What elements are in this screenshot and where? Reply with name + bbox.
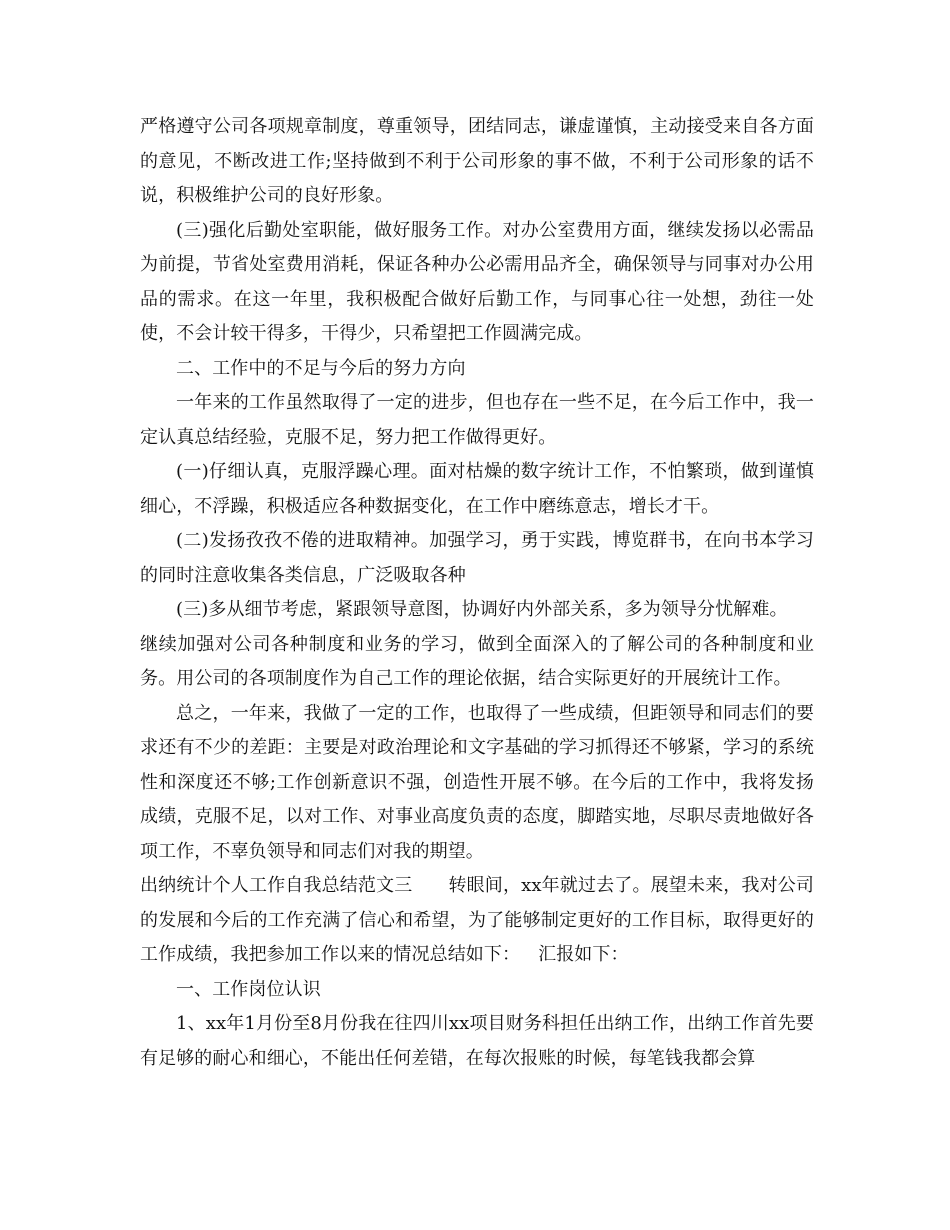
paragraph-details: (三)多从细节考虑，紧跟领导意图，协调好内外部关系，多为领导分忧解难。 [176, 599, 788, 620]
paragraph-logistics: (三)强化后勤处室职能，做好服务工作。对办公室费用方面，继续发扬以必需品为前提，节省处室费用消耗，保证各种办公必需用品齐全，确保领导与同事对办公用品的需求。在这一年里，我积极配合做好后勤工作，与同事心往一处想，劲往一处使，不会计较干得多，干得少，只希望把工作圆满完成。 [140, 219, 814, 344]
document-body [140, 110, 814, 1076]
paragraph-learning: (二)发扬孜孜不倦的进取精神。加强学习，勇于实践，博览群书，在向书本学习的同时注意收集各类信息，广泛吸取各种 [140, 530, 814, 586]
section-intro-tail: 汇报如下： [538, 944, 629, 965]
section-intro: 转眼间，xx年就过去了。展望未来，我对公司的发展和今后的工作充满了信心和希望，为了能够制定更好的工作目标，取得更好的工作成绩，我把参加工作以来的情况总结如下： [140, 875, 815, 965]
subheading-job-role: 一、工作岗位认识 [176, 978, 321, 1000]
paragraph-overview: 一年来的工作虽然取得了一定的进步，但也存在一些不足，在今后工作中，我一定认真总结经验，克服不足，努力把工作做得更好。 [140, 392, 814, 448]
paragraph-regulations: 继续加强对公司各种制度和业务的学习，做到全面深入的了解公司的各种制度和业务。用公司的各项制度作为自己工作的理论依据，结合实际更好的开展统计工作。 [140, 633, 814, 689]
section-heading: 出纳统计个人工作自我总结范文三 [140, 875, 413, 896]
paragraph-summary: 总之，一年来，我做了一定的工作，也取得了一些成绩，但距领导和同志们的要求还有不少的差距：主要是对政治理论和文字基础的学习抓得还不够紧，学习的系统性和深度还不够;工作创新意识不强，创造性开展不够。在今后的工作中，我将发扬成绩，克服不足，以对工作、对事业高度负责的态度，脚踏实地，尽职尽责地做好各项工作，不辜负领导和同志们对我的期望。 [140, 702, 814, 862]
paragraph-conduct: 严格遵守公司各项规章制度，尊重领导，团结同志，谦虚谨慎，主动接受来自各方面的意见，不断改进工作;坚持做到不利于公司形象的事不做，不利于公司形象的话不说，积极维护公司的良好形象。 [140, 116, 814, 206]
section-intro-paragraph [140, 869, 814, 973]
heading-shortcomings: 二、工作中的不足与今后的努力方向 [176, 357, 466, 379]
paragraph-cashier: 1、xx年1月份至8月份我在往四川xx项目财务科担任出纳工作，出纳工作首先要有足够的耐心和细心，不能出任何差错，在每次报账的时候，每笔钱我都会算 [140, 1013, 814, 1069]
paragraph-careful: (一)仔细认真，克服浮躁心理。面对枯燥的数字统计工作，不怕繁琐，做到谨慎细心，不浮躁，积极适应各种数据变化，在工作中磨练意志，增长才干。 [140, 461, 814, 517]
